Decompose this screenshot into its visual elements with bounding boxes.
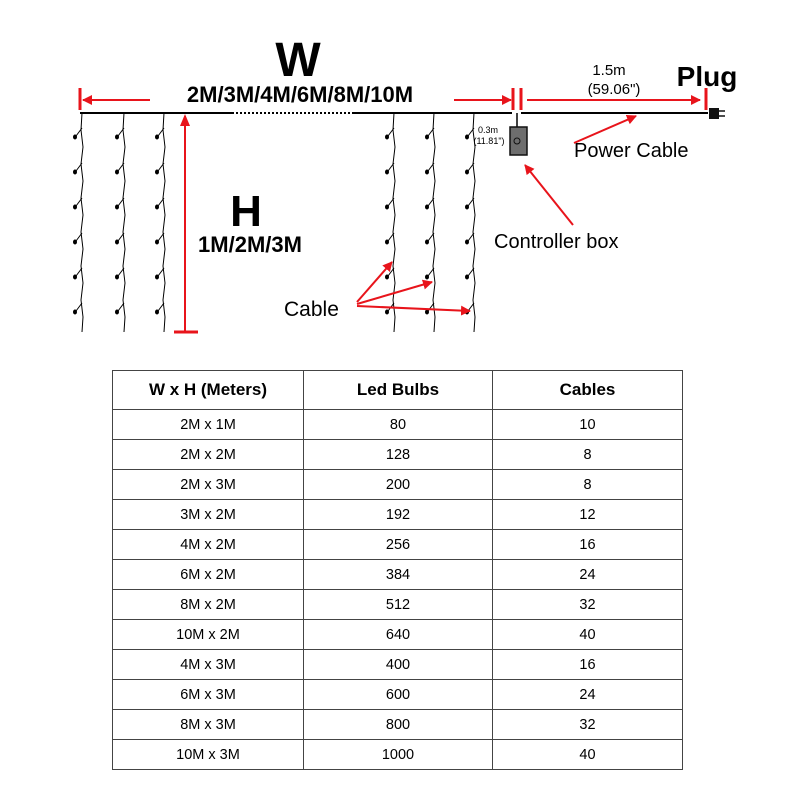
table-row bbox=[113, 560, 683, 590]
bulb bbox=[465, 205, 469, 210]
bulbs-cell: 384 bbox=[304, 560, 493, 590]
table-row bbox=[113, 740, 683, 770]
bulb bbox=[155, 205, 159, 210]
curtain-light-diagram bbox=[0, 0, 800, 350]
bulb bbox=[155, 240, 159, 245]
table-row bbox=[113, 710, 683, 740]
size-cell: 10M x 3M bbox=[113, 740, 304, 770]
bulb bbox=[385, 205, 389, 210]
bulb bbox=[425, 275, 429, 280]
bulbs-cell: 200 bbox=[304, 470, 493, 500]
size-cell: 6M x 3M bbox=[113, 680, 304, 710]
height-symbol: H bbox=[230, 187, 262, 236]
bulb bbox=[385, 310, 389, 315]
bulb bbox=[425, 135, 429, 140]
light-strand bbox=[73, 113, 83, 332]
bulb bbox=[385, 135, 389, 140]
power-cable-label: Power Cable bbox=[574, 140, 689, 162]
power-length-inches: (59.06") bbox=[587, 81, 641, 98]
width-symbol: W bbox=[275, 34, 321, 87]
bulb bbox=[73, 275, 77, 280]
bulb bbox=[425, 310, 429, 315]
cables-cell: 16 bbox=[493, 650, 683, 680]
spec-table bbox=[112, 370, 683, 770]
size-cell: 10M x 2M bbox=[113, 620, 304, 650]
bulb bbox=[385, 275, 389, 280]
header-size: W x H (Meters) bbox=[113, 371, 304, 410]
bulb bbox=[385, 240, 389, 245]
hanging-strands bbox=[73, 113, 475, 332]
size-cell: 2M x 3M bbox=[113, 470, 304, 500]
cables-cell: 12 bbox=[493, 500, 683, 530]
bulbs-cell: 600 bbox=[304, 680, 493, 710]
cables-cell: 32 bbox=[493, 710, 683, 740]
bulb bbox=[155, 135, 159, 140]
size-cell: 2M x 1M bbox=[113, 410, 304, 440]
bulb bbox=[115, 310, 119, 315]
cables-cell: 16 bbox=[493, 530, 683, 560]
lead-length-inches: (11.81") bbox=[473, 136, 505, 146]
size-cell: 8M x 2M bbox=[113, 590, 304, 620]
plug-icon bbox=[709, 108, 719, 119]
size-cell: 6M x 2M bbox=[113, 560, 304, 590]
bulbs-cell: 640 bbox=[304, 620, 493, 650]
cables-cell: 10 bbox=[493, 410, 683, 440]
plug-label: Plug bbox=[676, 61, 738, 92]
cables-cell: 32 bbox=[493, 590, 683, 620]
table-row bbox=[113, 500, 683, 530]
light-strand bbox=[385, 113, 395, 332]
light-strand bbox=[155, 113, 165, 332]
bulbs-cell: 80 bbox=[304, 410, 493, 440]
cables-cell: 40 bbox=[493, 620, 683, 650]
table-row bbox=[113, 590, 683, 620]
header-cables: Cables bbox=[493, 371, 683, 410]
bulb bbox=[115, 275, 119, 280]
size-cell: 2M x 2M bbox=[113, 440, 304, 470]
bulb bbox=[155, 275, 159, 280]
bulb bbox=[465, 170, 469, 175]
height-dimension bbox=[174, 114, 198, 332]
bulb bbox=[465, 275, 469, 280]
bulb bbox=[115, 170, 119, 175]
table-row bbox=[113, 680, 683, 710]
bulbs-cell: 256 bbox=[304, 530, 493, 560]
cables-cell: 24 bbox=[493, 680, 683, 710]
width-options: 2M/3M/4M/6M/8M/10M bbox=[186, 82, 414, 107]
cables-cell: 24 bbox=[493, 560, 683, 590]
table-header-row bbox=[113, 371, 683, 410]
controller-box bbox=[510, 113, 527, 155]
bulb bbox=[425, 205, 429, 210]
table-row bbox=[113, 620, 683, 650]
bulbs-cell: 192 bbox=[304, 500, 493, 530]
bulb bbox=[73, 170, 77, 175]
size-cell: 4M x 2M bbox=[113, 530, 304, 560]
bulb bbox=[73, 205, 77, 210]
bulbs-cell: 512 bbox=[304, 590, 493, 620]
bulbs-cell: 400 bbox=[304, 650, 493, 680]
bulb bbox=[73, 135, 77, 140]
bulb bbox=[115, 205, 119, 210]
bulb bbox=[73, 310, 77, 315]
bulbs-cell: 800 bbox=[304, 710, 493, 740]
bulbs-cell: 1000 bbox=[304, 740, 493, 770]
size-cell: 8M x 3M bbox=[113, 710, 304, 740]
size-cell: 3M x 2M bbox=[113, 500, 304, 530]
light-strand bbox=[425, 113, 435, 332]
bulb bbox=[73, 240, 77, 245]
bulbs-cell: 128 bbox=[304, 440, 493, 470]
controller-label: Controller box bbox=[494, 231, 619, 253]
bulb bbox=[115, 135, 119, 140]
cables-cell: 8 bbox=[493, 470, 683, 500]
cable-label: Cable bbox=[284, 298, 339, 321]
table-row bbox=[113, 530, 683, 560]
bulb bbox=[465, 240, 469, 245]
power-length: 1.5m bbox=[592, 62, 626, 79]
bulb bbox=[115, 240, 119, 245]
height-options: 1M/2M/3M bbox=[198, 232, 302, 257]
header-bulbs: Led Bulbs bbox=[304, 371, 493, 410]
bulb bbox=[465, 135, 469, 140]
table-row bbox=[113, 410, 683, 440]
lead-length: 0.3m bbox=[477, 125, 499, 135]
cables-cell: 8 bbox=[493, 440, 683, 470]
bulb bbox=[425, 170, 429, 175]
bulb bbox=[155, 170, 159, 175]
table-row bbox=[113, 470, 683, 500]
bulb bbox=[385, 170, 389, 175]
bulb bbox=[425, 240, 429, 245]
size-cell: 4M x 3M bbox=[113, 650, 304, 680]
table-row bbox=[113, 440, 683, 470]
table-row bbox=[113, 650, 683, 680]
bulb bbox=[155, 310, 159, 315]
light-strand bbox=[115, 113, 125, 332]
cables-cell: 40 bbox=[493, 740, 683, 770]
